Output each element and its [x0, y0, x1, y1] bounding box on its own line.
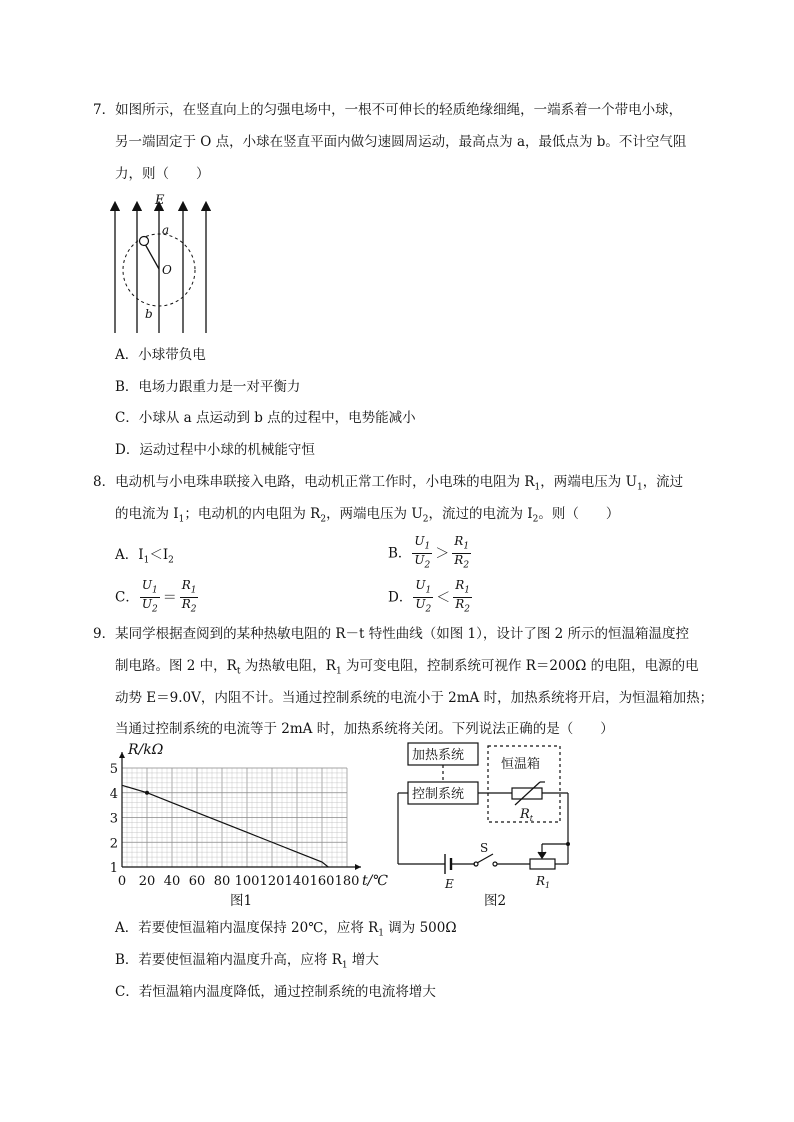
q7-option-c: C．小球从 a 点运动到 b 点的过程中，电势能减小	[115, 410, 416, 426]
x-tick-label: 180	[334, 874, 360, 889]
q7-option-d: D．运动过程中小球的机械能守恒	[115, 442, 315, 458]
q7-line-2: 另一端固定于 O 点，小球在竖直平面内做匀速圆周运动，最高点为 a，最低点为 b。不计空气阻	[115, 134, 687, 150]
x-tick-label: 40	[163, 874, 181, 889]
junction-dot	[566, 842, 570, 846]
q9-option-b: B．若要使恒温箱内温度升高，应将 $R_1$ 增大	[115, 952, 379, 971]
q8-option-a: A．$I_1<I_2$	[115, 547, 174, 566]
x-tick-label: 120	[259, 874, 285, 889]
charged-ball	[140, 237, 149, 246]
q7-option-b: B．电场力跟重力是一对平衡力	[115, 379, 301, 395]
fig2-caption: 图2	[484, 893, 507, 909]
x-tick-label: 60	[188, 874, 206, 889]
battery-label: E	[445, 877, 454, 891]
label-a: a	[162, 223, 170, 237]
label-b: b	[145, 307, 153, 321]
incubator-label: 恒温箱	[501, 757, 541, 772]
control-system-label: 控制系统	[412, 787, 465, 802]
switch-contact	[493, 862, 497, 866]
switch-label: S	[480, 841, 489, 855]
x-tick-label: 20	[138, 874, 156, 889]
x-tick-label: 140	[284, 874, 310, 889]
q7-line-3: 力，则（ ）	[115, 166, 210, 182]
label-E: E	[155, 193, 165, 208]
q9-option-a: A．若要使恒温箱内温度保持 20℃，应将 $R_1$ 调为 500Ω	[115, 920, 457, 939]
q8-line-1: 8．电动机与小电珠串联接入电路，电动机正常工作时，小电珠的电阻为 $R_1$，两端电压为 $U_1$，流过	[93, 474, 684, 493]
q9-line-1: 9．某同学根据查阅到的某种热敏电阻的 R－t 特性曲线（如图 1），设计了图 2 所示的恒温箱温度控	[93, 626, 690, 642]
y-tick-label: 1	[109, 861, 118, 876]
q8-option-b: B． $\frac{U_1}{U_2}$ ＞ $\frac{R_1}{R_2}$	[388, 534, 470, 571]
q7-option-a: A．小球带负电	[115, 347, 206, 363]
x-tick-label: 160	[309, 874, 335, 889]
q9-line-3: 动势 E＝9.0V，内阻不计。当通过控制系统的电流小于 2mA 时，加热系统将开启，为恒温箱加热；	[115, 690, 714, 706]
x-tick-label: 100	[234, 874, 260, 889]
fig1-caption: 图1	[230, 893, 253, 909]
x-tick-label: 0	[117, 874, 127, 889]
rheostat-symbol	[530, 859, 555, 869]
q8-line-2: 的电流为 $I_1$；电动机的内电阻为 $R_2$，两端电压为 $U_2$，流过的电流为 $I_2$。则（ ）	[115, 506, 620, 525]
q7-field-figure	[105, 192, 220, 334]
y-tick-label: 5	[109, 762, 118, 777]
switch-blade	[477, 854, 493, 863]
rheostat-label: $R_1$	[536, 874, 551, 890]
label-O: O	[162, 263, 172, 277]
circuit-diagram	[390, 738, 590, 894]
rt-chart	[100, 738, 400, 908]
chart-x-label: t/℃	[362, 873, 389, 889]
y-tick-label: 4	[109, 786, 118, 802]
y-tick-label: 3	[109, 811, 118, 827]
q7-line-1: 7．如图所示，在竖直向上的匀强电场中，一根不可伸长的轻质绝缘细绳，一端系着一个带电小球，	[93, 102, 683, 118]
y-axis-arrow	[119, 752, 125, 758]
q8-option-c: C． $\frac{U_1}{U_2}$ ＝ $\frac{R_1}{R_2}$	[115, 578, 197, 615]
y-tick-label: 2	[109, 836, 118, 852]
heating-system-label: 加热系统	[412, 748, 465, 763]
chart-y-label: R/kΩ	[128, 742, 164, 758]
q8-option-d: D． $\frac{U_1}{U_2}$ ＜ $\frac{R_1}{R_2}$	[388, 578, 470, 615]
q9-option-c: C．若恒温箱内温度降低，通过控制系统的电流将增大	[115, 984, 436, 1000]
thermistor-label: $R_t$	[520, 807, 534, 823]
x-tick-label: 80	[213, 874, 231, 889]
q9-line-2: 制电路。图 2 中，$R_t$ 为热敏电阻，$R_1$ 为可变电阻，控制系统可视作 R＝200Ω 的电阻，电源的电	[115, 658, 699, 677]
string	[145, 244, 159, 269]
data-point	[145, 791, 149, 795]
q9-line-4: 当通过控制系统的电流等于 2mA 时，加热系统将关闭。下列说法正确的是（ ）	[115, 721, 614, 737]
x-axis-arrow	[355, 864, 361, 870]
